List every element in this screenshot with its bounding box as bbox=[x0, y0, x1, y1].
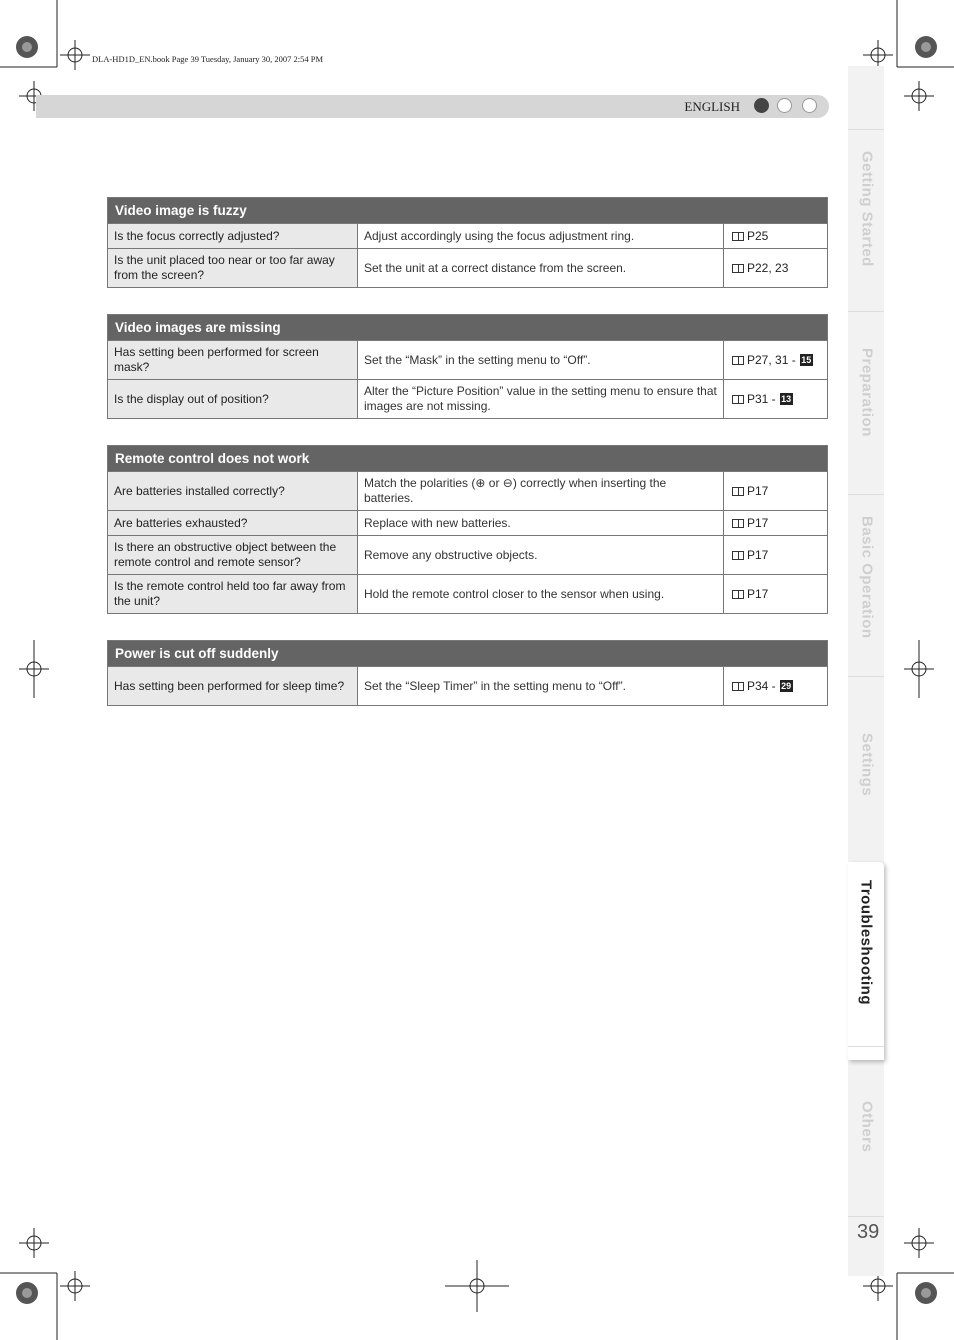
section-video-missing bbox=[107, 314, 828, 419]
question-cell: Are batteries installed correctly? bbox=[108, 472, 358, 510]
page-ref: P34 - bbox=[747, 679, 776, 693]
action-cell: Alter the “Picture Position” value in the setting menu to ensure that images are not missing. bbox=[358, 380, 724, 418]
chapter-tabs bbox=[848, 66, 893, 1276]
language-dot-icon bbox=[754, 98, 769, 113]
step-badge: 15 bbox=[801, 355, 812, 365]
tab-label: Settings bbox=[858, 733, 876, 797]
tab-divider bbox=[848, 676, 884, 677]
page-ref: P17 bbox=[747, 587, 769, 601]
tab-label: Troubleshooting bbox=[857, 880, 875, 1005]
file-info: DLA-HD1D_EN.book Page 39 Tuesday, January 30, 2007 2:54 PM bbox=[92, 54, 324, 64]
reference-cell bbox=[724, 511, 827, 535]
tab-divider bbox=[848, 129, 884, 130]
action-cell: Hold the remote control closer to the sensor when using. bbox=[358, 575, 724, 613]
action-cell: Replace with new batteries. bbox=[358, 511, 724, 535]
table-row bbox=[108, 223, 827, 248]
section-video-fuzzy bbox=[107, 197, 828, 288]
question-cell: Is the remote control held too far away from the unit? bbox=[108, 575, 358, 613]
question-cell: Is the focus correctly adjusted? bbox=[108, 224, 358, 248]
table-row bbox=[108, 248, 827, 287]
tab-label: Getting Started bbox=[858, 151, 876, 267]
section-title: Video image is fuzzy bbox=[108, 198, 827, 223]
book-icon bbox=[732, 264, 744, 273]
language-bar bbox=[36, 95, 829, 118]
book-icon bbox=[732, 551, 744, 560]
section-remote-control bbox=[107, 445, 828, 614]
action-cell: Set the “Mask” in the setting menu to “Off”. bbox=[358, 341, 724, 379]
tab-divider bbox=[848, 311, 884, 312]
book-icon bbox=[732, 232, 744, 241]
tab-divider bbox=[848, 1216, 884, 1217]
language-label: ENGLISH bbox=[684, 99, 740, 114]
action-cell: Adjust accordingly using the focus adjustment ring. bbox=[358, 224, 724, 248]
page-ref: P17 bbox=[747, 548, 769, 562]
action-cell: Match the polarities (⊕ or ⊖) correctly when inserting the batteries. bbox=[358, 472, 724, 510]
reference-cell bbox=[724, 575, 827, 613]
reference-cell bbox=[724, 249, 827, 287]
reference-cell bbox=[724, 224, 827, 248]
section-title: Power is cut off suddenly bbox=[108, 641, 827, 666]
book-icon bbox=[732, 682, 744, 691]
page-number: 39 bbox=[857, 1221, 880, 1243]
book-icon bbox=[732, 395, 744, 404]
table-row bbox=[108, 340, 827, 379]
question-cell: Is there an obstructive object between the remote control and remote sensor? bbox=[108, 536, 358, 574]
book-icon bbox=[732, 519, 744, 528]
reference-cell bbox=[724, 380, 827, 418]
page-ref: P27, 31 - bbox=[747, 353, 796, 367]
page-ref: P25 bbox=[747, 229, 769, 243]
section-power-cut-off bbox=[107, 640, 828, 706]
tab-settings[interactable] bbox=[848, 733, 886, 843]
table-row bbox=[108, 471, 827, 510]
page-ref: P31 - bbox=[747, 392, 776, 406]
table-row bbox=[108, 666, 827, 705]
section-title: Remote control does not work bbox=[108, 446, 827, 471]
tab-divider bbox=[848, 494, 884, 495]
action-cell: Set the “Sleep Timer” in the setting menu to “Off”. bbox=[358, 667, 724, 705]
question-cell: Are batteries exhausted? bbox=[108, 511, 358, 535]
language-dot-icon bbox=[777, 98, 792, 113]
tab-label: Basic Operation bbox=[858, 516, 876, 639]
reference-cell bbox=[724, 341, 827, 379]
section-title: Video images are missing bbox=[108, 315, 827, 340]
table-row bbox=[108, 574, 827, 613]
page-ref: P17 bbox=[747, 484, 769, 498]
page-ref: P17 bbox=[747, 516, 769, 530]
tab-troubleshooting[interactable] bbox=[848, 862, 884, 1060]
book-icon bbox=[732, 487, 744, 496]
tab-divider bbox=[848, 1046, 884, 1047]
language-dot-icon bbox=[802, 98, 817, 113]
table-row bbox=[108, 510, 827, 535]
table-row bbox=[108, 535, 827, 574]
tab-others[interactable] bbox=[848, 1101, 886, 1201]
book-icon bbox=[732, 590, 744, 599]
reference-cell bbox=[724, 667, 827, 705]
tab-label: Others bbox=[858, 1101, 876, 1153]
book-icon bbox=[732, 356, 744, 365]
question-cell: Is the display out of position? bbox=[108, 380, 358, 418]
action-cell: Set the unit at a correct distance from the screen. bbox=[358, 249, 724, 287]
reference-cell bbox=[724, 536, 827, 574]
page-ref: P22, 23 bbox=[747, 261, 789, 275]
question-cell: Has setting been performed for sleep time? bbox=[108, 667, 358, 705]
step-badge: 29 bbox=[781, 681, 792, 691]
question-cell: Is the unit placed too near or too far away from the screen? bbox=[108, 249, 358, 287]
step-badge: 13 bbox=[781, 394, 792, 404]
tab-basic-operation[interactable] bbox=[848, 516, 886, 666]
question-cell: Has setting been performed for screen mask? bbox=[108, 341, 358, 379]
reference-cell bbox=[724, 472, 827, 510]
tab-preparation[interactable] bbox=[848, 348, 886, 468]
tab-getting-started[interactable] bbox=[848, 151, 886, 301]
tab-label: Preparation bbox=[858, 348, 876, 437]
table-row bbox=[108, 379, 827, 418]
action-cell: Remove any obstructive objects. bbox=[358, 536, 724, 574]
